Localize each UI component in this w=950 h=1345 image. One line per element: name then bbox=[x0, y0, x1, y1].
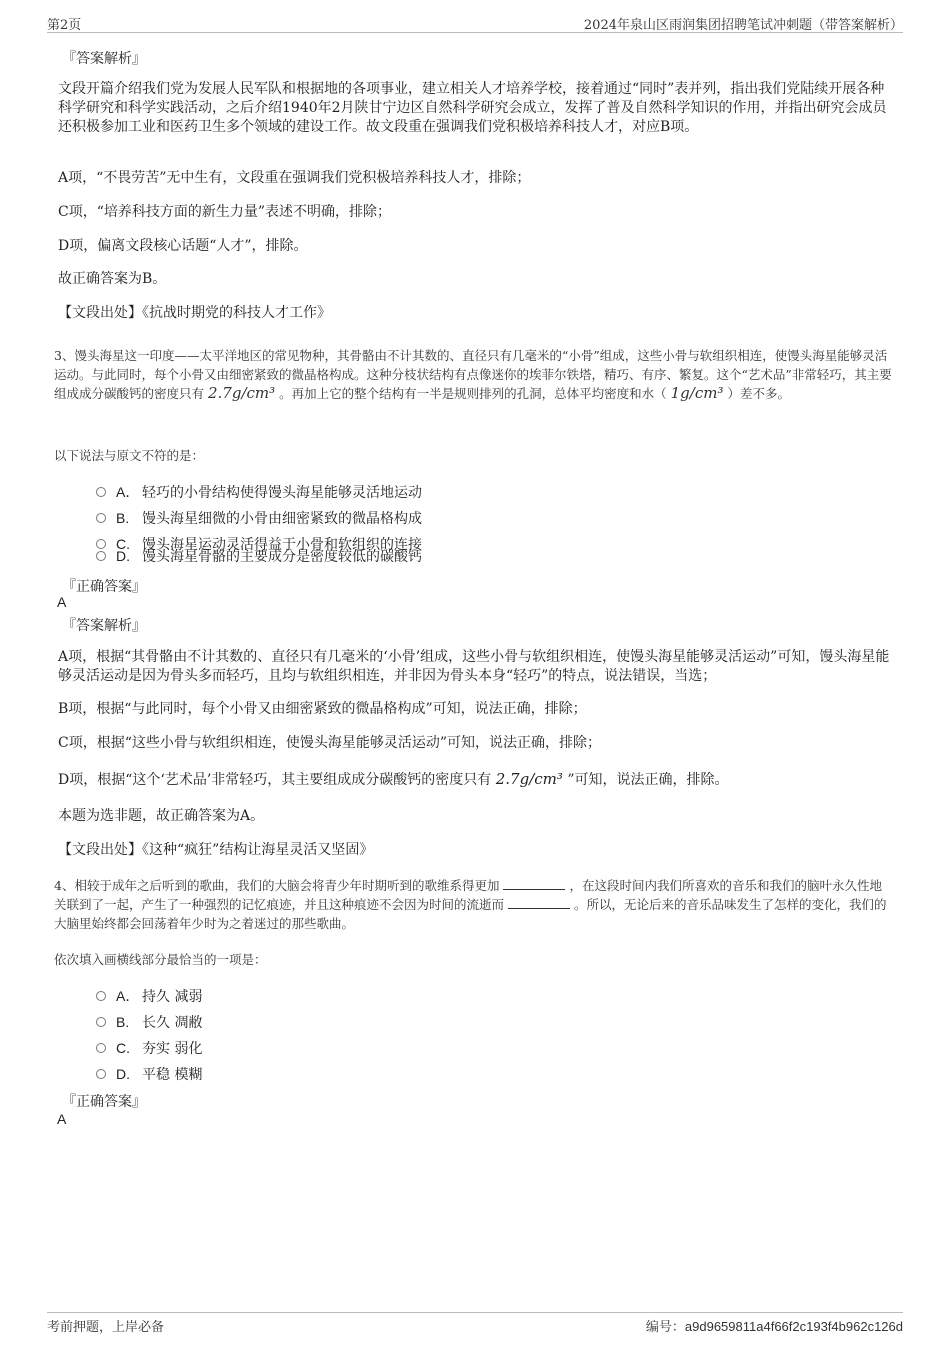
q3-option-d[interactable] bbox=[96, 546, 422, 566]
option-letter: B. bbox=[116, 1014, 130, 1030]
option-letter: D. bbox=[116, 548, 130, 564]
option-text: 轻巧的小骨结构使得馒头海星能够灵活地运动 bbox=[142, 485, 422, 501]
q3-analysis-b: B项，根据“与此同时，每个小骨又由细密紧致的微晶格构成”可知，说法正确，排除； bbox=[58, 701, 587, 717]
q4-option-b[interactable] bbox=[96, 1012, 202, 1032]
q4-option-d[interactable] bbox=[96, 1064, 202, 1084]
document-title: 2024年泉山区雨润集团招聘笔试冲刺题（带答案解析） bbox=[583, 18, 903, 33]
radio-icon[interactable] bbox=[96, 1017, 106, 1027]
option-text: 长久 凋敝 bbox=[142, 1015, 203, 1031]
q3-analysis-label: 『答案解析』 bbox=[62, 618, 146, 634]
q2-analysis-text: 文段开篇介绍我们党为发展人民军队和根据地的各项事业，建立相关人才培养学校，接着通过“同时”表并列，指出我们党陆续开展各种科学研究和科学实践活动，之后介绍1940年2月陕甘宁边区自然科学研究会成立，发挥了普及自然科学知识的作用，并指出研究会成员还积极参加工业和医药卫生多个领域的建设工作。故文段重在强调我们党积极培养科技人才，对应B项。 bbox=[58, 81, 887, 135]
q3-analysis-d-part2: ”可知，说法正确，排除。 bbox=[567, 772, 729, 788]
q3-analysis-d-math: 2.7g/cm³ bbox=[495, 770, 563, 788]
q3-source: 【文段出处】《这种“疯狂”结构让海星灵活又坚固》 bbox=[58, 842, 374, 858]
q4-stem-part2: ，在这段时间内我们所喜欢的音乐和我们的脑叶永久性地关联到了一起，产生了一种强烈的记忆痕迹，并且这种痕迹不会因为时间的流逝而 bbox=[54, 878, 882, 912]
q3-prompt: 以下说法与原文不符的是： bbox=[54, 448, 205, 463]
option-text: 馒头海星运动灵活得益于小骨和软组织的连接 bbox=[142, 537, 422, 553]
q3-analysis-c: C项，根据“这些小骨与软组织相连，使馒头海星能够灵活运动”可知，说法正确，排除； bbox=[58, 735, 602, 751]
q4-option-a[interactable] bbox=[96, 986, 202, 1006]
q4-blank-1 bbox=[503, 877, 565, 890]
option-letter: C. bbox=[116, 1040, 130, 1056]
radio-icon[interactable] bbox=[96, 1069, 106, 1079]
option-text: 馒头海星细微的小骨由细密紧致的微晶格构成 bbox=[142, 511, 422, 527]
option-letter: A． bbox=[116, 484, 140, 500]
q2-analysis-c: C项，“培养科技方面的新生力量”表述不明确，排除； bbox=[58, 204, 392, 220]
q3-density-math-1: 2.7g/cm³ bbox=[208, 384, 276, 402]
q3-stem-part2: 。再加上它的整个结构有一半是规则排列的孔洞，总体平均密度和水（ bbox=[279, 386, 667, 401]
option-letter: B. bbox=[116, 510, 130, 526]
radio-icon[interactable] bbox=[96, 991, 106, 1001]
option-text: 持久 减弱 bbox=[142, 989, 203, 1005]
q2-analysis-a: A项，“不畏劳苦”无中生有，文段重在强调我们党积极培养科技人才，排除； bbox=[58, 170, 531, 186]
page-number: 第2页 bbox=[47, 18, 82, 33]
radio-icon[interactable] bbox=[96, 487, 106, 497]
footer-slogan: 考前押题，上岸必备 bbox=[47, 1320, 165, 1335]
q3-option-a[interactable] bbox=[96, 482, 422, 502]
q3-density-math-2: 1g/cm³ bbox=[670, 384, 724, 402]
q3-answer-label: 『正确答案』 bbox=[62, 579, 146, 595]
q3-analysis-d-part1: D项，根据“这个‘艺术品’非常轻巧，其主要组成成分碳酸钙的密度只有 bbox=[58, 772, 492, 788]
q3-analysis-d bbox=[58, 770, 890, 790]
q4-stem bbox=[54, 876, 894, 933]
q3-answer: A bbox=[57, 594, 67, 610]
q3-conclusion: 本题为选非题，故正确答案为A。 bbox=[58, 808, 265, 824]
q3-analysis-a: A项，根据“其骨骼由不计其数的、直径只有几毫米的‘小骨’组成，这些小骨与软组织相连，使馒头海星能够灵活运动”可知，馒头海星能够灵活运动是因为骨头多而轻巧，且均与软组织相连，并非因为骨头本身“轻巧”的特点，说法错误，当选； bbox=[58, 649, 890, 684]
page-footer bbox=[47, 1312, 903, 1337]
q2-analysis-d: D项，偏离文段核心话题“人才”，排除。 bbox=[58, 238, 308, 254]
page-header bbox=[47, 14, 903, 33]
q2-analysis-label: 『答案解析』 bbox=[62, 51, 146, 67]
option-letter: A． bbox=[116, 988, 140, 1004]
radio-icon[interactable] bbox=[96, 1043, 106, 1053]
q3-stem-part3: ）差不多。 bbox=[727, 386, 790, 401]
option-letter: C. bbox=[116, 536, 130, 552]
option-text: 馒头海星骨骼的主要成分是密度较低的碳酸钙 bbox=[142, 549, 422, 565]
q4-blank-2 bbox=[508, 896, 570, 909]
code-value: a9d9659811a4f66f2c193f4b962c126d bbox=[684, 1319, 903, 1334]
document-code bbox=[646, 1316, 903, 1335]
q2-source: 【文段出处】《抗战时期党的科技人才工作》 bbox=[58, 305, 331, 321]
q3-stem-part1: 3、馒头海星这一印度——太平洋地区的常见物种，其骨骼由不计其数的、直径只有几毫米的“小骨”组成，这些小骨与软组织相连，使馒头海星能够灵活运动。与此同时，每个小骨又由细密紧致的微晶格构成。这种分枝状结构有点像迷你的埃菲尔铁塔，精巧、有序、繁复。这个“艺术品”非常轻巧，其主要组成成分碳酸钙的密度只有 bbox=[54, 348, 892, 401]
q4-option-c[interactable] bbox=[96, 1038, 202, 1058]
q4-prompt: 依次填入画横线部分最恰当的一项是： bbox=[54, 952, 267, 967]
q3-option-b[interactable] bbox=[96, 508, 422, 528]
option-text: 夯实 弱化 bbox=[142, 1041, 203, 1057]
q4-answer-label: 『正确答案』 bbox=[62, 1094, 146, 1110]
q3-stem bbox=[54, 346, 894, 403]
radio-icon[interactable] bbox=[96, 551, 106, 561]
q2-conclusion: 故正确答案为B。 bbox=[58, 271, 167, 287]
q4-stem-part3: 。所以，无论后来的音乐品味发生了怎样的变化，我们的大脑里始终都会回荡着年少时为之着迷过的那些歌曲。 bbox=[54, 897, 887, 931]
radio-icon[interactable] bbox=[96, 513, 106, 523]
q4-answer: A bbox=[57, 1111, 67, 1127]
option-letter: D. bbox=[116, 1066, 130, 1082]
option-text: 平稳 模糊 bbox=[142, 1067, 203, 1083]
q4-stem-part1: 4、相较于成年之后听到的歌曲，我们的大脑会将青少年时期听到的歌维系得更加 bbox=[54, 878, 500, 893]
code-label: 编号： bbox=[645, 1320, 685, 1335]
